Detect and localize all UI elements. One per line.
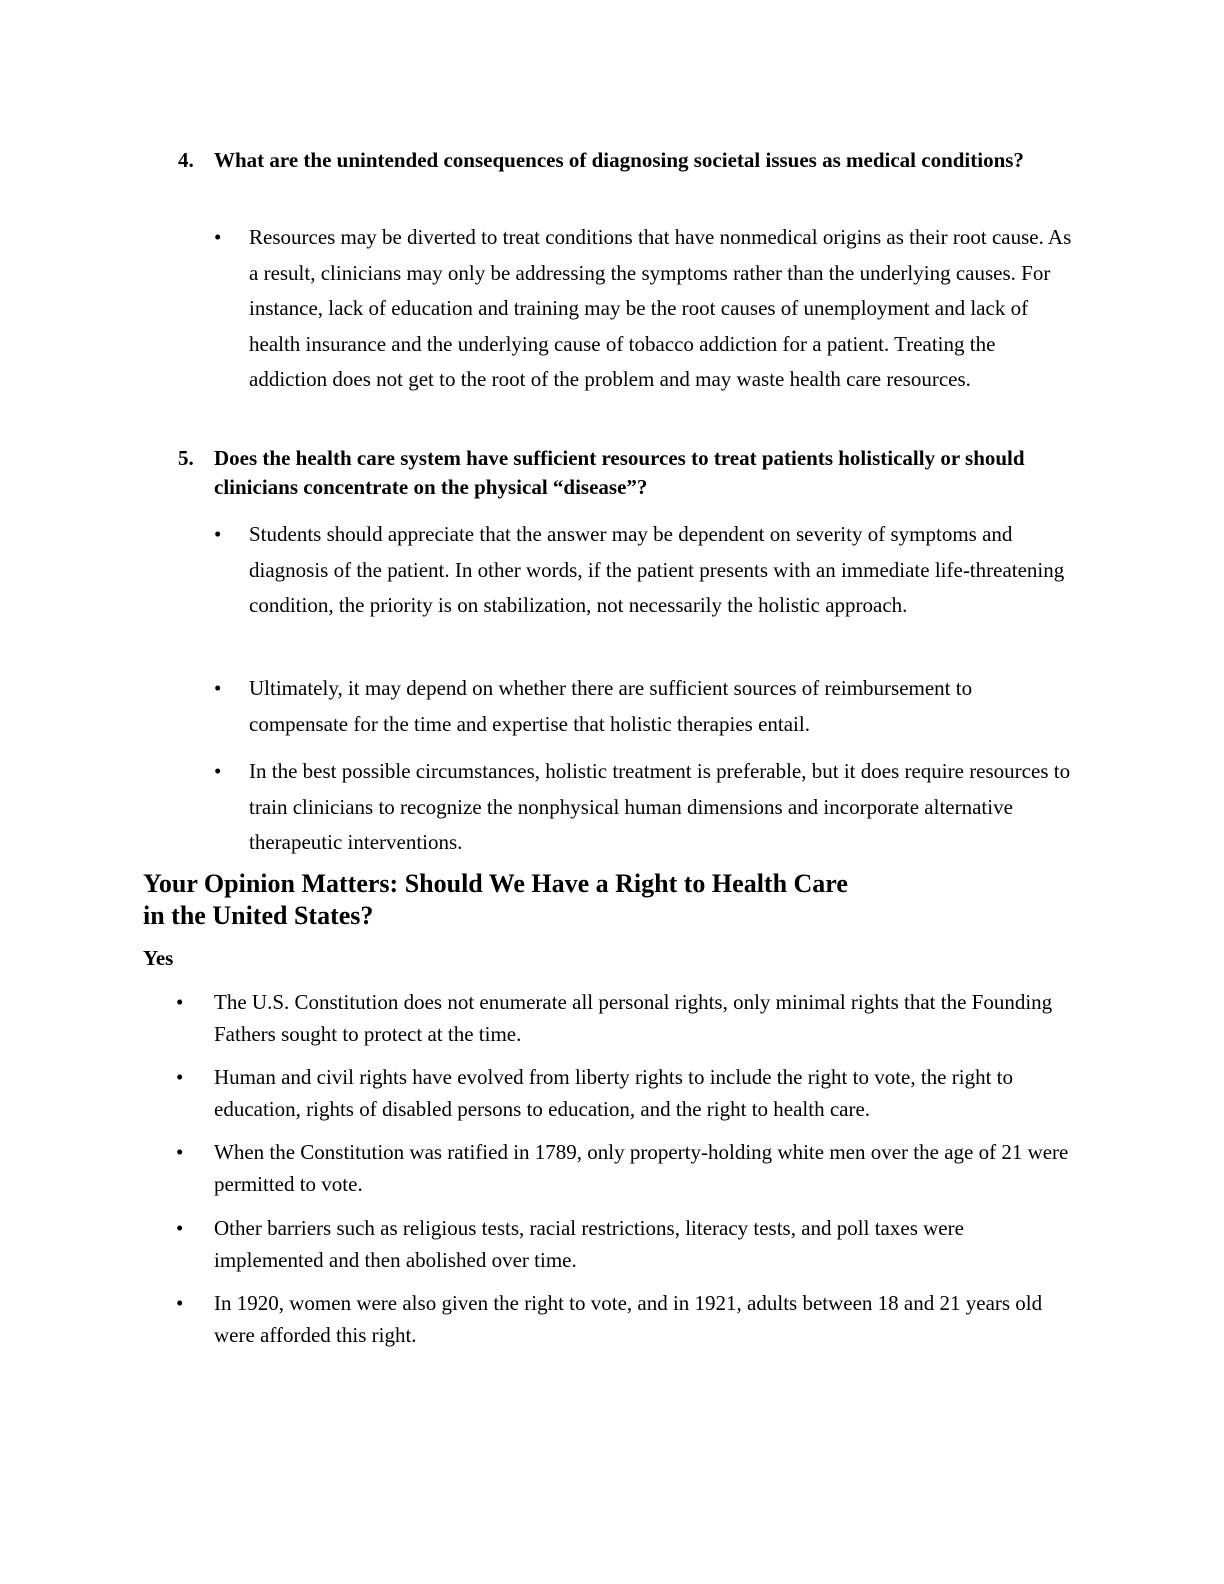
yes-item-text: In 1920, women were also given the right to vote, and in 1921, adults between 18 and 21 years old were afforded this right. [214,1291,1043,1347]
answer-item [214,671,1074,742]
yes-label: Yes [143,946,174,970]
answer-text: Students should appreciate that the answer may be dependent on severity of symptoms and diagnosis of the patient. In other words, if the patient presents with an immediate life-threatening condition, the priority is on stabilization, not necessarily the holistic approach. [249,522,1065,617]
bullet-icon: • [176,990,184,1014]
yes-list-item [176,1137,1076,1200]
answer-text: Resources may be diverted to treat conditions that have nonmedical origins as their root cause. As a result, clinicians may only be addressing the symptoms rather than the underlying causes. For instance, lack of education and training may be the root causes of unemployment and lack of health insurance and the underlying cause of tobacco addiction for a patient. Treating the addiction does not get to the root of the problem and may waste health care resources. [249,225,1072,391]
yes-list-item [176,1288,1076,1351]
section-heading-line: in the United States? [143,901,374,930]
question-4 [178,146,1078,175]
yes-list-item [176,1062,1076,1125]
question-text: Does the health care system have sufficient resources to treat patients holistically or should clinicians concentrate on the physical “disease”? [214,446,1025,499]
answer-item [214,517,1074,624]
answer-item [214,220,1074,398]
bullet-icon: • [214,676,222,700]
bullet-icon: • [176,1065,184,1089]
section-heading [143,868,1043,932]
section-heading-line: Your Opinion Matters: Should We Have a Right to Health Care [143,869,848,898]
yes-item-text: Other barriers such as religious tests, racial restrictions, literacy tests, and poll taxes were implemented and then abolished over time. [214,1216,964,1272]
yes-list-item [176,987,1076,1050]
question-number: 5. [178,446,194,470]
yes-item-text: When the Constitution was ratified in 1789, only property-holding white men over the age of 21 were permitted to vote. [214,1140,1069,1196]
yes-item-text: The U.S. Constitution does not enumerate all personal rights, only minimal rights that the Founding Fathers sought to protect at the time. [214,990,1053,1046]
answer-text: Ultimately, it may depend on whether there are sufficient sources of reimbursement to compensate for the time and expertise that holistic therapies entail. [249,676,973,736]
answer-text: In the best possible circumstances, holistic treatment is preferable, but it does require resources to train clinicians to recognize the nonphysical human dimensions and incorporate alternative therapeutic interventions. [249,759,1071,854]
yes-item-text: Human and civil rights have evolved from liberty rights to include the right to vote, the right to education, rights of disabled persons to education, and the right to health care. [214,1065,1013,1121]
question-5 [178,444,1078,502]
bullet-icon: • [176,1291,184,1315]
bullet-icon: • [176,1140,184,1164]
answer-item [214,754,1074,861]
bullet-icon: • [176,1216,184,1240]
bullet-icon: • [214,759,222,783]
bullet-icon: • [214,225,222,249]
question-text: What are the unintended consequences of diagnosing societal issues as medical conditions? [214,148,1024,172]
yes-list-item [176,1213,1076,1276]
bullet-icon: • [214,522,222,546]
question-number: 4. [178,148,194,172]
